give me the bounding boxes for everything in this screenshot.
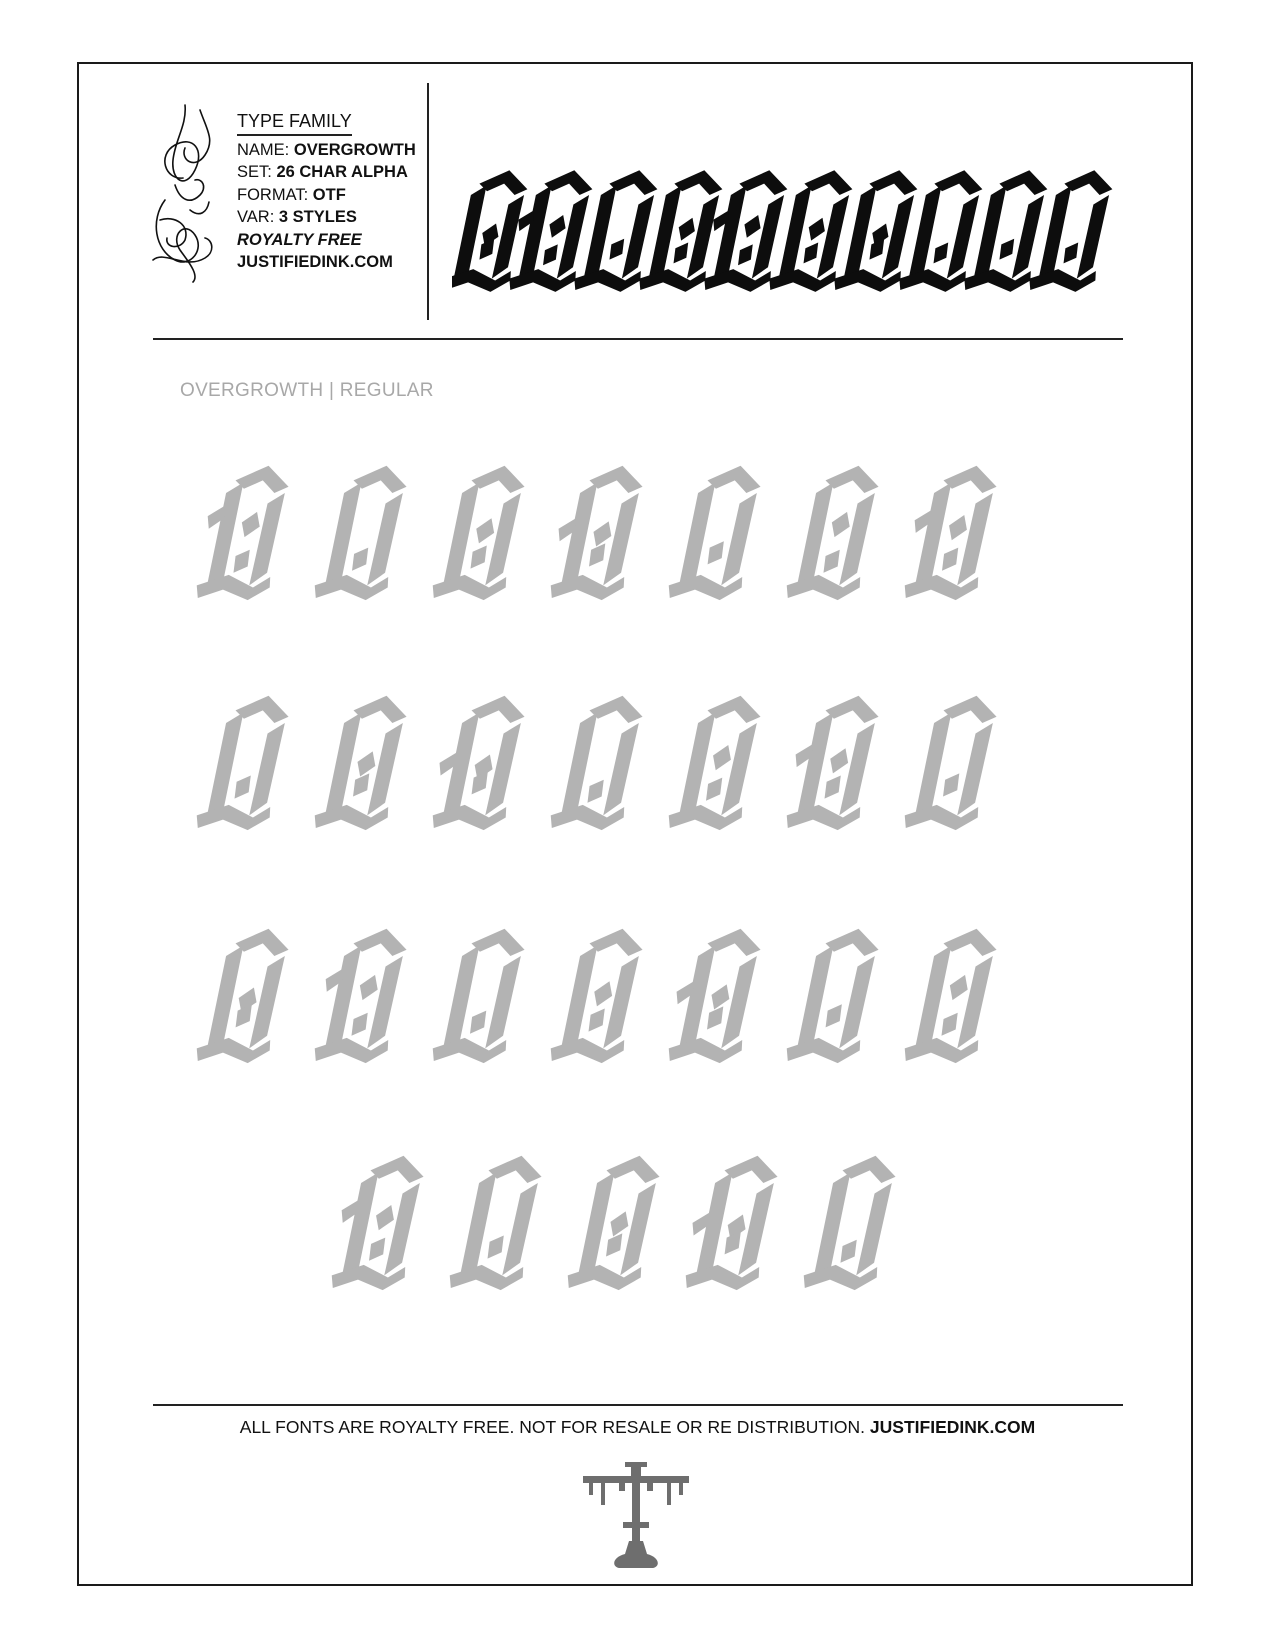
license-note: ROYALTY FREE: [237, 230, 362, 249]
header-site: JUSTIFIEDINK.COM: [237, 253, 393, 271]
name-value: OVERGROWTH: [293, 140, 416, 159]
tattoo-machine-logo: [583, 1462, 689, 1568]
footer-site: JUSTIFIEDINK.COM: [869, 1417, 1036, 1437]
footer-notice: [0, 1417, 1275, 1438]
header-rule: [153, 338, 1123, 340]
var-value: 3 STYLES: [278, 208, 357, 226]
footer-text: ALL FONTS ARE ROYALTY FREE. NOT FOR RESALE OR RE DISTRIBUTION.: [239, 1417, 866, 1437]
type-family-info: [237, 110, 416, 274]
type-family-title: TYPE FAMILY: [237, 110, 352, 136]
format-label: FORMAT:: [237, 185, 309, 204]
set-value: 26 CHAR ALPHA: [276, 163, 408, 181]
footer-rule: [153, 1404, 1123, 1406]
hero-font-specimen: [452, 155, 1142, 307]
set-label: SET:: [237, 163, 272, 181]
name-label: NAME:: [237, 140, 290, 159]
style-label: OVERGROWTH | REGULAR: [180, 380, 434, 401]
signature-mark: [145, 100, 220, 285]
var-label: VAR:: [237, 208, 275, 226]
format-value: OTF: [312, 185, 346, 204]
header-divider: [427, 83, 429, 320]
